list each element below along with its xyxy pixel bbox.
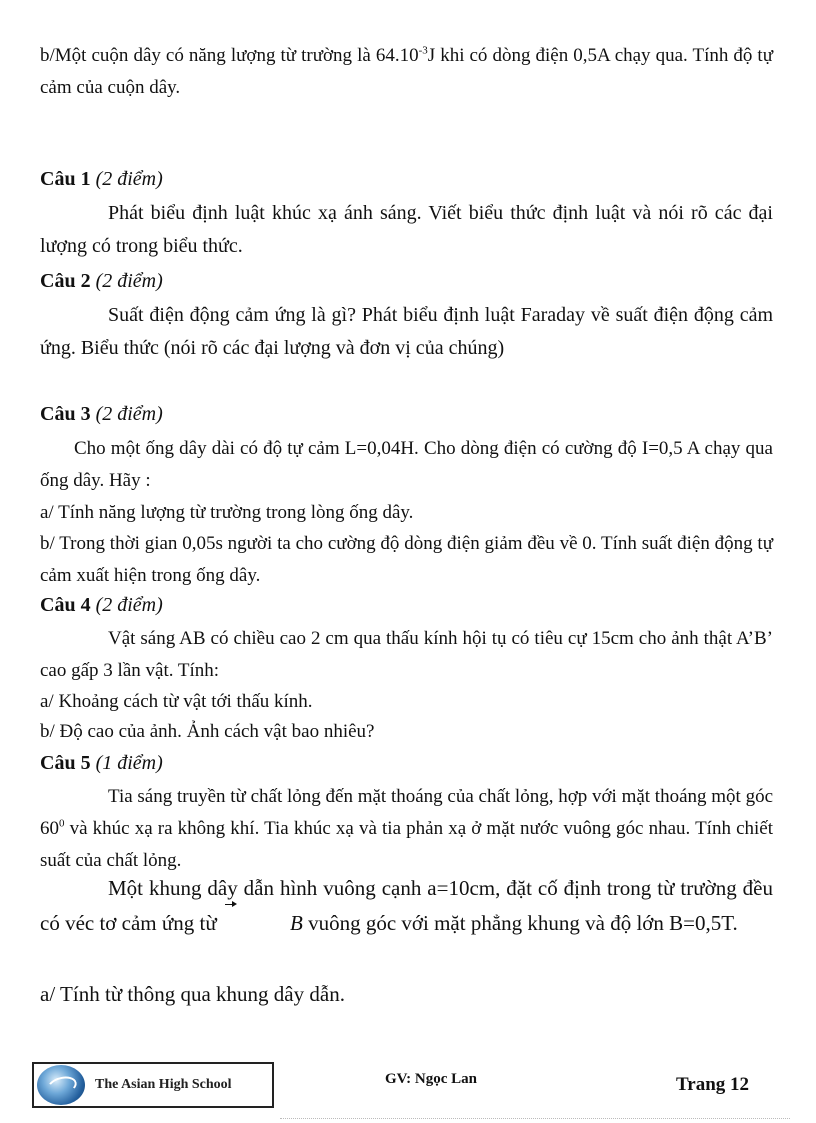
question-5-text-end: và khúc xạ ra không khí. Tia khúc xạ và tia phản xạ ở mặt nước vuông góc nhau. Tính chiết suất của chất lỏng.	[40, 818, 773, 871]
question-1-heading	[40, 166, 163, 192]
question-3-heading	[40, 401, 163, 427]
page-number: Trang 12	[676, 1074, 750, 1095]
question-points: (2 điểm)	[95, 270, 163, 292]
question-2-heading	[40, 268, 163, 294]
magnetic-flux-part-a: a/ Tính từ thông qua khung dây dẫn.	[40, 982, 345, 1006]
vector-b-symbol: B	[222, 906, 303, 941]
footer-divider	[280, 1118, 790, 1119]
question-3-text: Cho một ống dây dài có độ tự cảm L=0,04H. Cho dòng điện có cường độ I=0,5 A chạy qua ống dây. Hãy :	[40, 438, 773, 491]
question-2-text: Suất điện động cảm ứng là gì? Phát biểu định luật Faraday về suất điện động cảm ứng. Biểu thức (nói rõ các đại lượng và đơn vị của chúng)	[40, 304, 773, 359]
intro-text-end: J khi có dòng điện 0,5A chạy qua. Tính độ tự cảm của cuộn dây.	[40, 45, 773, 98]
intro-text: b/Một cuộn dây có năng lượng từ trường là 64.10	[40, 45, 419, 66]
question-points: (1 điểm)	[95, 752, 163, 774]
question-label: Câu 2	[40, 270, 91, 292]
question-label: Câu 3	[40, 403, 91, 425]
question-points: (2 điểm)	[95, 594, 163, 616]
question-label: Câu 4	[40, 594, 91, 616]
question-label: Câu 1	[40, 168, 91, 190]
exponent: -3	[418, 44, 428, 57]
school-name: The Asian High School	[95, 1077, 232, 1092]
question-5-text	[40, 781, 773, 877]
magnetic-flux-problem	[40, 871, 773, 941]
question-5-text-start: Tia sáng truyền từ chất lỏng đến mặt thoáng của chất lỏng, hợp với mặt thoáng một góc 60	[40, 786, 774, 839]
question-5-heading	[40, 750, 163, 776]
problem-text-start: Một khung dây dẫn hình vuông cạnh a=10cm, đặt cố định trong từ trường đều có véc tơ cảm ứng từ	[40, 876, 773, 935]
teacher-name: GV: Ngọc Lan	[385, 1071, 477, 1087]
question-4-text: Vật sáng AB có chiều cao 2 cm qua thấu kính hội tụ có tiêu cự 15cm cho ảnh thật A’B’ cao gấp 3 lần vật. Tính:	[40, 628, 773, 681]
problem-text-end: vuông góc với mặt phẳng khung và độ lớn B=0,5T.	[302, 911, 738, 935]
degree-exponent: 0	[59, 817, 65, 830]
question-points: (2 điểm)	[95, 403, 163, 425]
question-3-part-b: b/ Trong thời gian 0,05s người ta cho cường độ dòng điện giảm đều về 0. Tính suất điện động tự cảm xuất hiện trong ống dây.	[40, 533, 773, 586]
school-logo-box	[32, 1062, 274, 1108]
question-1-text: Phát biểu định luật khúc xạ ánh sáng. Viết biểu thức định luật và nói rõ các đại lượng có trong biểu thức.	[40, 202, 773, 257]
intro-part-b	[40, 40, 773, 104]
question-4-part-a: a/ Khoảng cách từ vật tới thấu kính.	[40, 691, 313, 712]
question-4-heading	[40, 592, 163, 618]
question-points: (2 điểm)	[95, 168, 163, 190]
question-label: Câu 5	[40, 752, 91, 774]
question-3-part-a: a/ Tính năng lượng từ trường trong lòng ống dây.	[40, 502, 414, 523]
question-4-part-b: b/ Độ cao của ảnh. Ảnh cách vật bao nhiêu?	[40, 721, 375, 742]
globe-icon	[37, 1065, 85, 1105]
